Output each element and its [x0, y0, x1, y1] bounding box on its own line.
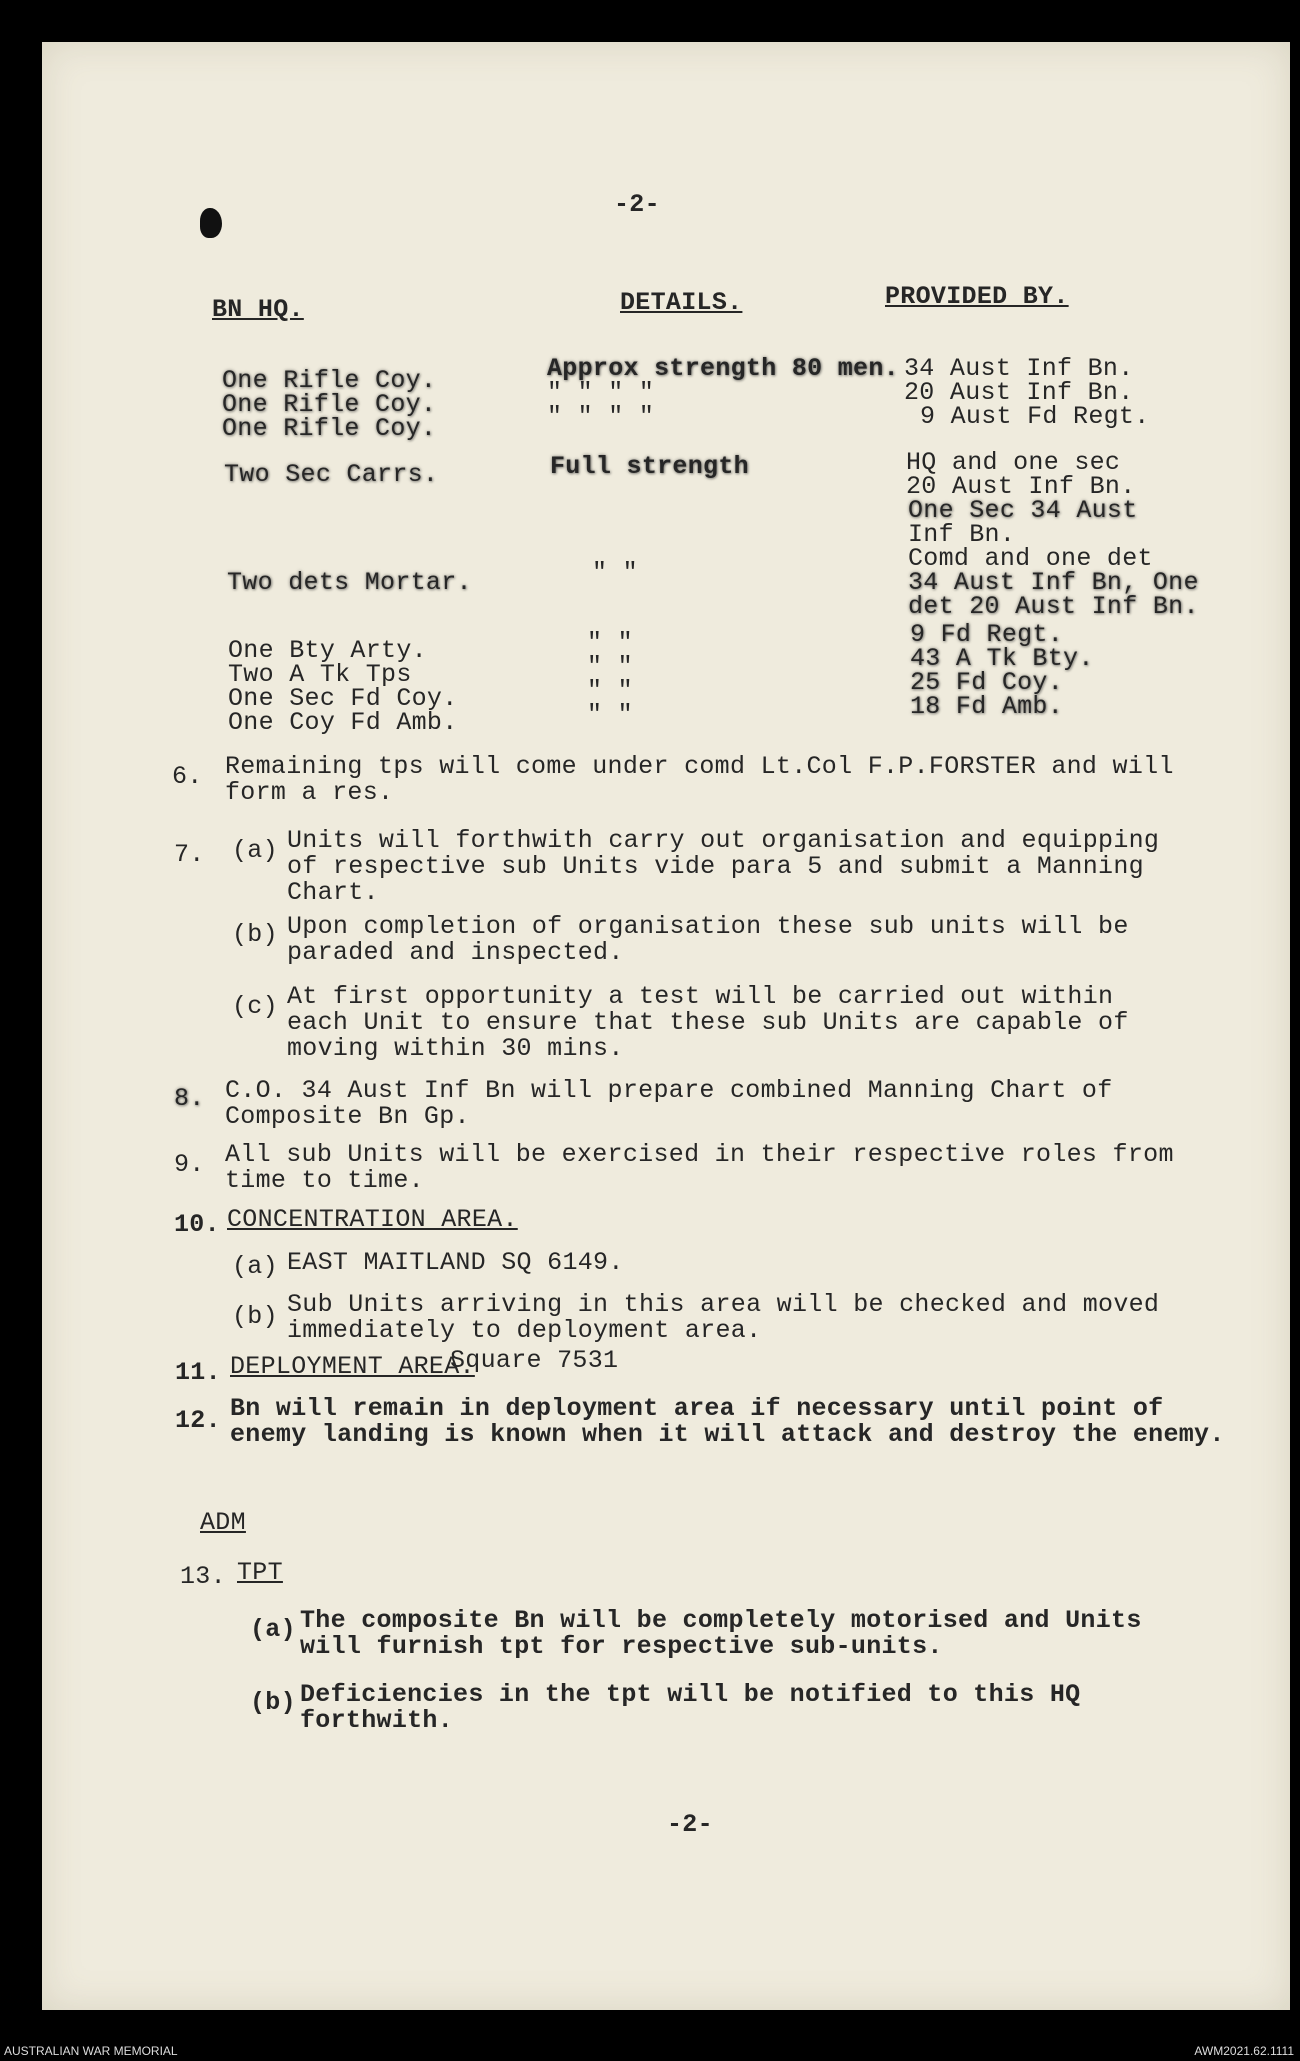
row-unit: One Rifle Coy. — [222, 390, 437, 419]
sub-para-label: (a) — [232, 836, 278, 865]
row-unit: Two Sec Carrs. — [224, 460, 439, 489]
row-provided-by: Inf Bn. — [908, 520, 1016, 549]
sub-para-label: (a) — [232, 1252, 278, 1281]
sub-para-label: (c) — [232, 992, 278, 1021]
para-line: Bn will remain in deployment area if necessary until point of — [230, 1394, 1164, 1423]
punch-hole — [200, 208, 222, 238]
sub-para-label: (b) — [232, 1302, 278, 1331]
para-number: 12. — [175, 1406, 221, 1435]
para-number: 6. — [172, 762, 203, 791]
para-line: moving within 30 mins. — [287, 1034, 624, 1063]
para-line: Sub Units arriving in this area will be checked and moved — [287, 1290, 1160, 1319]
para-line: Units will forthwith carry out organisation and equipping — [287, 826, 1160, 855]
row-provided-by: One Sec 34 Aust — [908, 496, 1138, 525]
row-details: " " — [587, 652, 633, 681]
row-details: Approx strength 80 men. — [547, 354, 899, 383]
row-details: " " — [587, 628, 633, 657]
row-details: " " " " — [547, 402, 655, 431]
para-line: Deficiencies in the tpt will be notified to this HQ — [300, 1680, 1081, 1709]
footer-accession-id: AWM2021.62.1111 — [1194, 2044, 1294, 2058]
row-provided-by: 9 Fd Regt. — [910, 620, 1064, 649]
row-unit: One Coy Fd Amb. — [228, 708, 458, 737]
para-line: enemy landing is known when it will attack and destroy the enemy. — [230, 1420, 1225, 1449]
row-provided-by: 20 Aust Inf Bn. — [906, 472, 1136, 501]
para-line: immediately to deployment area. — [287, 1316, 762, 1345]
row-details: " " " " — [547, 378, 655, 407]
sub-para-label: (b) — [250, 1688, 296, 1717]
para-number: 7. — [174, 840, 205, 869]
row-provided-by: 9 Aust Fd Regt. — [920, 402, 1150, 431]
row-provided-by: HQ and one sec — [906, 448, 1121, 477]
para-number: 9. — [174, 1150, 205, 1179]
footer-source: AUSTRALIAN WAR MEMORIAL — [4, 2044, 178, 2058]
row-details: " " — [587, 676, 633, 705]
row-provided-by: 20 Aust Inf Bn. — [904, 378, 1134, 407]
para-line: paraded and inspected. — [287, 938, 624, 967]
page-number-header: -2- — [614, 190, 660, 219]
archive-footer — [0, 2041, 1300, 2061]
para-line: The composite Bn will be completely motorised and Units — [300, 1606, 1142, 1635]
para-line: C.O. 34 Aust Inf Bn will prepare combined Manning Chart of — [225, 1076, 1113, 1105]
document-page — [42, 42, 1290, 2010]
para-line: At first opportunity a test will be carried out within — [287, 982, 1114, 1011]
row-provided-by: det 20 Aust Inf Bn. — [908, 592, 1199, 621]
para-line: Square 7531 — [450, 1346, 619, 1375]
sub-para-label: (a) — [250, 1615, 296, 1644]
row-provided-by: 43 A Tk Bty. — [910, 644, 1094, 673]
row-unit: Two A Tk Tps — [228, 660, 412, 689]
row-unit: Two dets Mortar. — [227, 568, 472, 597]
row-provided-by: 18 Fd Amb. — [910, 692, 1064, 721]
row-provided-by: Comd and one det — [908, 544, 1153, 573]
para-line: Upon completion of organisation these sub units will be — [287, 912, 1129, 941]
column-header-details: DETAILS. — [620, 288, 743, 317]
para-heading: CONCENTRATION AREA. — [227, 1205, 518, 1234]
para-line: All sub Units will be exercised in their respective roles from — [225, 1140, 1174, 1169]
para-number: 8. — [174, 1084, 205, 1113]
row-provided-by: 25 Fd Coy. — [910, 668, 1064, 697]
row-details: " " — [587, 700, 633, 729]
row-unit: One Sec Fd Coy. — [228, 684, 458, 713]
row-details: Full strength — [550, 452, 749, 481]
row-provided-by: 34 Aust Inf Bn. — [904, 354, 1134, 383]
row-provided-by: 34 Aust Inf Bn, One — [908, 568, 1199, 597]
row-unit: One Rifle Coy. — [222, 414, 437, 443]
para-line: Composite Bn Gp. — [225, 1102, 470, 1131]
para-line: each Unit to ensure that these sub Units are capable of — [287, 1008, 1129, 1037]
row-unit: One Bty Arty. — [228, 636, 427, 665]
para-number: 11. — [175, 1358, 221, 1387]
para-line: form a res. — [225, 778, 394, 807]
row-details: " " — [592, 558, 638, 587]
para-heading: DEPLOYMENT AREA. — [230, 1352, 475, 1381]
para-line: Remaining tps will come under comd Lt.Col F.P.FORSTER and will — [225, 752, 1174, 781]
section-heading-adm: ADM — [200, 1508, 246, 1537]
sub-para-label: (b) — [232, 920, 278, 949]
para-heading: TPT — [237, 1558, 283, 1587]
row-unit: One Rifle Coy. — [222, 366, 437, 395]
para-line: EAST MAITLAND SQ 6149. — [287, 1248, 624, 1277]
para-line: of respective sub Units vide para 5 and submit a Manning — [287, 852, 1144, 881]
para-line: will furnish tpt for respective sub-units. — [300, 1632, 943, 1661]
para-line: time to time. — [225, 1166, 424, 1195]
column-header-provided-by: PROVIDED BY. — [885, 282, 1069, 311]
para-number: 10. — [174, 1210, 220, 1239]
para-number: 13. — [180, 1562, 226, 1591]
column-header-bn-hq: BN HQ. — [212, 295, 304, 324]
page-number-footer: -2- — [667, 1810, 713, 1839]
para-line: forthwith. — [300, 1706, 454, 1735]
para-line: Chart. — [287, 878, 379, 907]
